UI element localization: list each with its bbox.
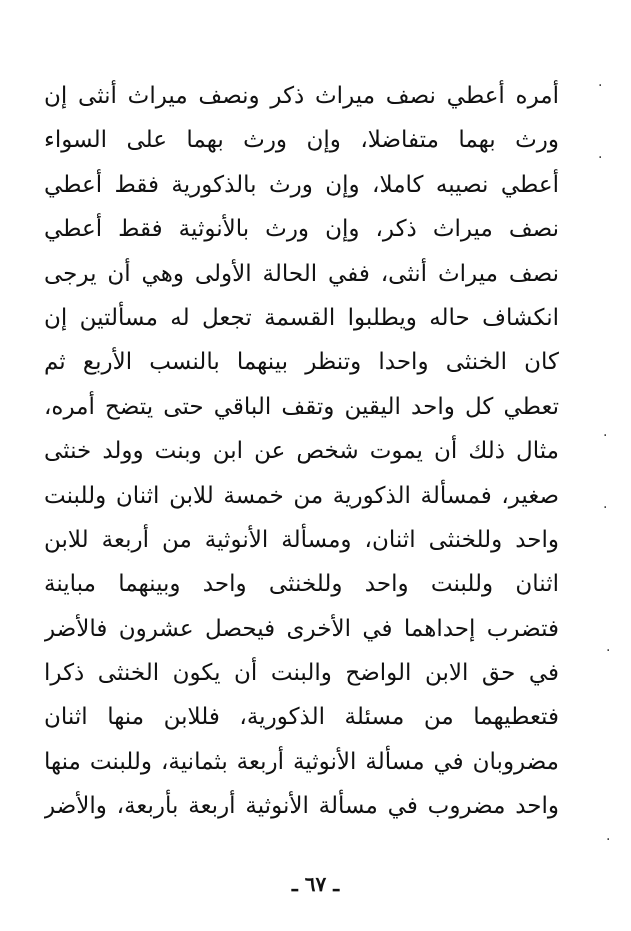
margin-mark: · [598, 78, 603, 94]
text-line: في حق الابن الواضح والبنت أن يكون الخنثى ذكرا [44, 660, 559, 687]
text-line: أمره أعطي نصف ميراث ذكر ونصف ميراث أنثى إن [44, 83, 559, 109]
text-line: كان الخنثى واحدا وتنظر بينهما بالنسب الأربع ثم [44, 349, 559, 376]
margin-mark: · [603, 500, 608, 516]
text-line: مثال ذلك أن يموت شخص عن ابن وبنت وولد خنثى [44, 438, 559, 465]
text-line: اثنان وللبنت واحد وللخنثى واحد وبينهما مباينة [44, 571, 559, 598]
text-line: واحد مضروب في مسألة الأنوثية أربعة بأربعة، والأضر [44, 793, 559, 820]
text-line: انكشاف حاله ويطلبوا القسمة تجعل له مسألتين إن [44, 304, 559, 331]
text-line: نصف ميراث ذكر، وإن ورث بالأنوثية فقط أعطي [44, 216, 559, 243]
margin-mark: · [606, 643, 611, 659]
page-number: ـ ٦٧ ـ [291, 872, 340, 896]
text-line: فتضرب إحداهما في الأخرى فيحصل عشرون فالأضر [44, 615, 559, 642]
text-line: نصف ميراث أنثى، ففي الحالة الأولى وهي أن يرجى [44, 260, 559, 287]
text-line: أعطي نصيبه كاملا، وإن ورث بالذكورية فقط أعطي [44, 171, 559, 198]
margin-mark: · [606, 832, 611, 848]
text-line: صغير، فمسألة الذكورية من خمسة للابن اثنان وللبنت [44, 482, 559, 509]
body-text [44, 74, 559, 829]
text-line: فتعطيهما من مسئلة الذكورية، فللابن منها اثنان [44, 704, 559, 731]
text-line: مضروبان في مسألة الأنوثية أربعة بثمانية، وللبنت منها [44, 748, 559, 775]
margin-mark: · [603, 428, 608, 444]
margin-mark: · [598, 150, 603, 166]
text-line: ورث بهما متفاضلا، وإن ورث بهما على السواء [44, 127, 559, 154]
text-line: واحد وللخنثى اثنان، ومسألة الأنوثية من أربعة للابن [44, 526, 559, 553]
text-line: تعطي كل واحد اليقين وتقف الباقي حتى يتضح أمره، [44, 393, 559, 420]
